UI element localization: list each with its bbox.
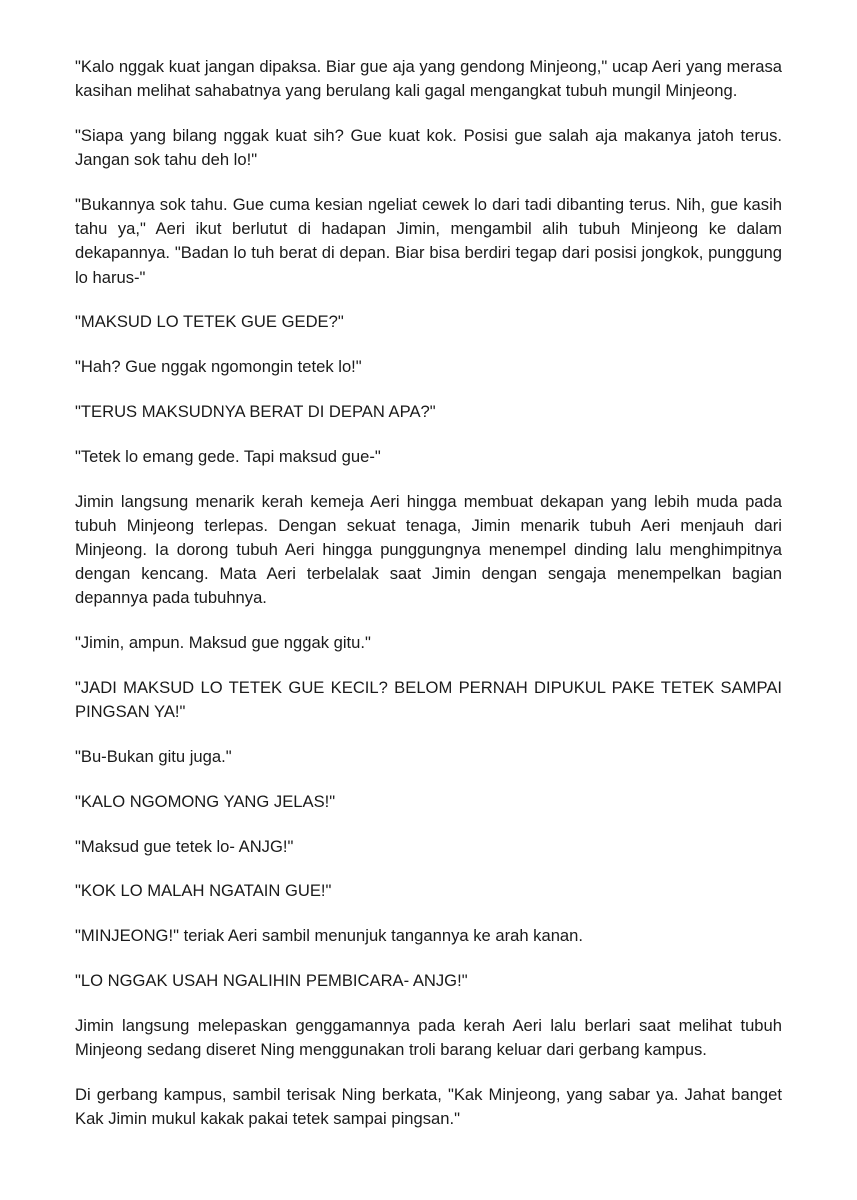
- paragraph: "Siapa yang bilang nggak kuat sih? Gue kuat kok. Posisi gue salah aja makanya jatoh terus. Jangan sok tahu deh lo!": [75, 126, 782, 170]
- paragraph: "KALO NGOMONG YANG JELAS!": [75, 791, 336, 811]
- paragraph: "Kalo nggak kuat jangan dipaksa. Biar gue aja yang gendong Minjeong," ucap Aeri yang merasa kasihan melihat sahabatnya yang berulang kali gagal mengangkat tubuh mungil Minjeong.: [75, 57, 782, 101]
- paragraph: "MAKSUD LO TETEK GUE GEDE?": [75, 312, 344, 332]
- paragraph: "Bu-Bukan gitu juga.": [75, 747, 232, 766]
- document-page: [75, 55, 782, 1152]
- paragraph: Di gerbang kampus, sambil terisak Ning berkata, "Kak Minjeong, yang sabar ya. Jahat banget Kak Jimin mukul kakak pakai tetek sampai pingsan.": [75, 1084, 782, 1128]
- paragraph: "LO NGGAK USAH NGALIHIN PEMBICARA- ANJG!": [75, 970, 468, 990]
- paragraph: Jimin langsung melepaskan genggamannya pada kerah Aeri lalu berlari saat melihat tubuh Minjeong sedang diseret Ning menggunakan troli barang keluar dari gerbang kampus.: [75, 1015, 782, 1059]
- paragraph: "Jimin, ampun. Maksud gue nggak gitu.": [75, 633, 371, 653]
- paragraph: "KOK LO MALAH NGATAIN GUE!": [75, 881, 332, 901]
- paragraph: "JADI MAKSUD LO TETEK GUE KECIL? BELOM PERNAH DIPUKUL PAKE TETEK SAMPAI PINGSAN YA!": [75, 678, 782, 722]
- paragraph: "TERUS MAKSUDNYA BERAT DI DEPAN APA?": [75, 402, 436, 421]
- paragraph: "Maksud gue tetek lo- ANJG!": [75, 836, 294, 856]
- paragraph: "Hah? Gue nggak ngomongin tetek lo!": [75, 357, 362, 377]
- paragraph: "Bukannya sok tahu. Gue cuma kesian ngeliat cewek lo dari tadi dibanting terus. Nih, gue kasih tahu ya," Aeri ikut berlutut di hadapan Jimin, mengambil alih tubuh Minjeong ke dalam dekapannya. "Badan lo tuh berat di depan. Biar bisa berdiri tegap dari posisi jongkok, punggung lo harus-": [75, 195, 782, 287]
- paragraph: "Tetek lo emang gede. Tapi maksud gue-": [75, 446, 381, 466]
- paragraph: Jimin langsung menarik kerah kemeja Aeri hingga membuat dekapan yang lebih muda pada tubuh Minjeong terlepas. Dengan sekuat tenaga, Jimin menarik tubuh Aeri menjauh dari Minjeong. Ia dorong tubuh Aeri hingga punggungnya menempel dinding lalu menghimpitnya dengan kencang. Mata Aeri terbelalak saat Jimin dengan sengaja menempelkan bagian depannya pada tubuhnya.: [75, 491, 782, 608]
- paragraph: "MINJEONG!" teriak Aeri sambil menunjuk tangannya ke arah kanan.: [75, 926, 583, 946]
